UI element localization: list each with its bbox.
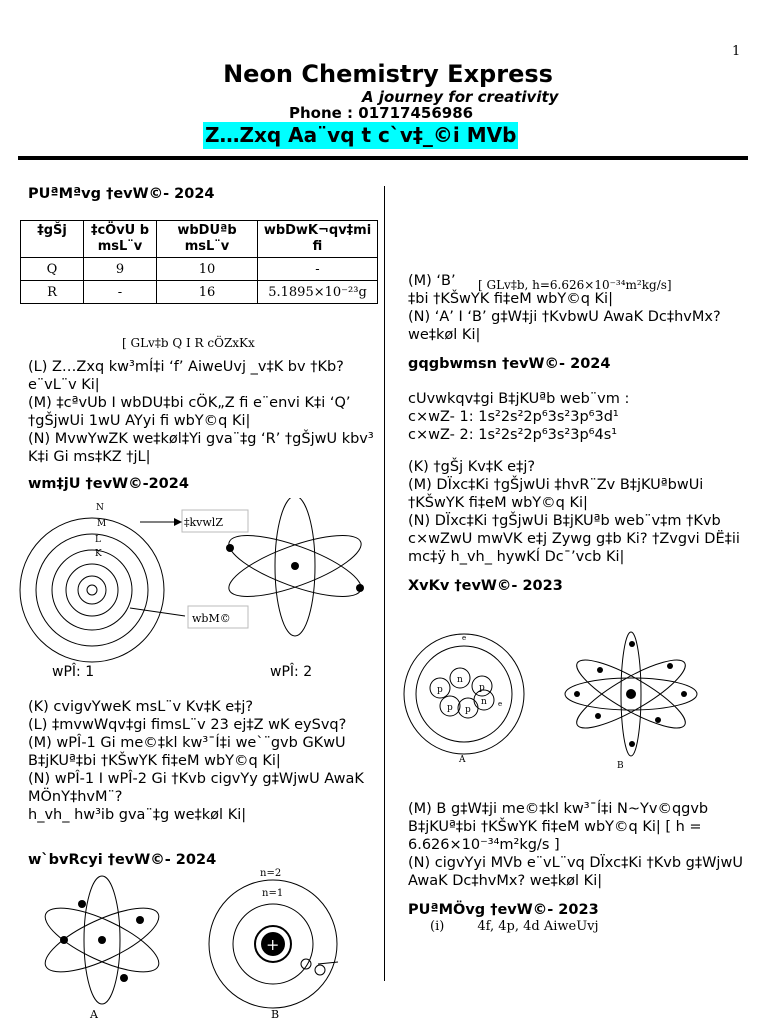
question-text: (N) cigvYyi MVb e¨vL¨vq DÏxc‡Ki †Kvb g‡WjwU AwaK Dc‡hvMx? we‡køl Ki|: [408, 855, 743, 889]
figure-caption: wPÎ: 1: [52, 664, 95, 680]
constant-note: [ GLv‡b, h=6.626×10⁻³⁴m²kg/s]: [462, 276, 688, 294]
question-block: [408, 800, 753, 890]
particle-label: e: [498, 700, 503, 708]
outer-shell: [404, 634, 524, 754]
particle-label: p: [447, 703, 453, 713]
table-header-row: [21, 221, 378, 258]
table-header-cell: wbDwK¬qv‡mi fi: [258, 221, 378, 258]
question-text: ‡bi †KŠwYK fi‡eM wbY©q Ki|: [408, 291, 613, 307]
chapter-title: Z…Zxq Aa¨vq t c`v‡_©i MVb: [205, 123, 517, 147]
section-heading: PUªMÖvg †evW©- 2023: [408, 902, 599, 918]
electron-dot: [595, 713, 601, 719]
header-rule: [18, 156, 748, 160]
table-cell: 16: [157, 281, 258, 304]
table-cell: -: [258, 258, 378, 281]
table-cell: 9: [84, 258, 157, 281]
pointer-line: [130, 608, 185, 616]
page-title: Neon Chemistry Express: [223, 60, 553, 88]
shell-label: M: [97, 519, 107, 529]
column-divider: [384, 186, 385, 981]
pointer-line: [318, 962, 338, 964]
electron-dot: [629, 641, 635, 647]
electron-dot: [597, 667, 603, 673]
config-line: c×wZ- 2: 1s²2s²2p⁶3s²3p⁶4s¹: [408, 427, 618, 443]
config-intro: cUvwkqv‡gi B‡jKUªb web¨vm :: [408, 391, 630, 407]
section-heading: w`bvRcyi †evW©- 2024: [28, 852, 217, 868]
particle-table: [20, 220, 378, 304]
electron-dot: [629, 741, 635, 747]
shell-label: n=1: [262, 888, 284, 899]
plus-icon: +: [266, 935, 280, 954]
question-block: [28, 358, 378, 466]
shell-label: K: [95, 549, 102, 559]
question-block: [408, 458, 753, 566]
table-header-cell: ‡cÖvU b msL¨v: [84, 221, 157, 258]
list-item: (i) 4f, 4p, 4d AiweUvj: [430, 919, 599, 934]
electron-dot: [655, 717, 661, 723]
shell-m: [36, 534, 148, 646]
figure-label: B: [271, 1008, 280, 1021]
question-text: (N) DÏxc‡Ki †gŠjwUi B‡jKUªb web¨v‡m †Kvb c×wZwU mwVK e‡j Zywg g‡b Ki? †Zvgvi DË‡ii mc‡ÿ h_vh_ hywKÍ Dc¯’vcb Ki|: [408, 513, 740, 565]
shell-l: [52, 550, 132, 630]
table-cell: Q: [21, 258, 84, 281]
electron-dot: [78, 900, 86, 908]
question-text: (L) Z…Zxq kw³mÍ‡i ‘f’ AiweUvj _v‡K bv †Kb? e¨vL¨v Ki|: [28, 359, 344, 393]
electron-dot: [136, 916, 144, 924]
electron-dot: [60, 936, 68, 944]
question-text: (K) cvigvYweK msL¨v Kv‡K e‡j?: [28, 699, 254, 715]
table-header-cell: wbDUªb msL¨v: [157, 221, 258, 258]
question-fragment: (M) ‘B’: [408, 273, 456, 289]
section-heading: XvKv †evW©- 2023: [408, 578, 563, 594]
table-row: [21, 258, 378, 281]
electron-dot: [356, 584, 364, 592]
particle-label: p: [437, 685, 443, 695]
phone-number: Phone : 01717456986: [289, 104, 474, 122]
question-block: [28, 698, 378, 824]
particle-label: p: [479, 683, 485, 693]
table-header-cell: ‡gŠj: [21, 221, 84, 258]
shell-label: N: [96, 503, 104, 513]
electron-dot: [681, 691, 687, 697]
table-cell: 10: [157, 258, 258, 281]
particle-label: n: [457, 675, 463, 685]
shell-label: n=2: [260, 868, 282, 879]
nucleus-dot: [291, 562, 299, 570]
electron-dot: [120, 974, 128, 982]
electron-label: ‡kvwlZ: [184, 516, 223, 529]
table-cell: R: [21, 281, 84, 304]
inner-shell: [416, 646, 512, 742]
question-text: (N) ‘A’ I ‘B’ g‡W‡ji †KvbwU AwaK Dc‡hvMx? we‡køl Ki|: [408, 309, 721, 343]
atom-figure-dhaka: [400, 628, 750, 776]
tagline: A journey for creativity: [362, 88, 559, 106]
nucleus-ring: [78, 576, 106, 604]
electron-dot: [574, 691, 580, 697]
section-heading: PUªMªvg †evW©- 2024: [28, 186, 215, 202]
question-text: (N) wPÎ-1 I wPÎ-2 Gi †Kvb cigvYy g‡WjwU AwaK MÖnY‡hvM¨?: [28, 771, 364, 805]
table-cell: 5.1895×10⁻²³g: [258, 281, 378, 304]
question-text: h_vh_ hw³ib gva¨‡g we‡køl Ki|: [28, 807, 247, 823]
section-heading: wm‡jU †evW©-2024: [28, 476, 189, 492]
arrow-head: [174, 518, 182, 526]
shell-k: [66, 564, 118, 616]
electron-ring: [301, 959, 311, 969]
question-text: (M) wPÎ-1 Gi me©‡kl kw³¯Í‡i we`¨gvb GKwU B‡jKUª‡bi †KŠwYK fi‡eM wbY©q Ki|: [28, 735, 346, 769]
question-block: [408, 290, 748, 344]
nucleus-dot: [626, 689, 636, 699]
electron-dot: [226, 544, 234, 552]
question-text: (M) ‡cªvUb I wbDU‡bi cÖK„Z fi e¨envi K‡i ‘Q’ †gŠjwUi 1wU AYyi fi wbY©q Ki|: [28, 395, 351, 429]
question-text: (M) DÏxc‡Ki †gŠjwUi ‡hvR¨Zv B‡jKUªbwUi †KŠwYK fi‡eM wbY©q Ki|: [408, 477, 704, 511]
electron-ring: [315, 965, 325, 975]
figure-label: A: [90, 1008, 98, 1021]
particle-label: e: [462, 634, 467, 642]
page-number: 1: [732, 44, 741, 59]
nucleus-label: wbM©: [192, 612, 231, 625]
nucleus-core: [87, 585, 97, 595]
figure-label: B: [617, 761, 624, 771]
question-text: (N) MvwYwZK we‡køl‡Yi gva¨‡g ‘R’ †gŠjwU kbv³ K‡i Gi ms‡KZ †jL|: [28, 431, 374, 465]
question-text: (M) B g‡W‡ji me©‡kl kw³¯Í‡i N~Yv©qgvb B‡jKUª‡bi †KŠwYK fi‡eM wbY©q Ki| [ h = 6.626×10⁻³⁴m²kg/s ]: [408, 801, 709, 853]
figure-label: A: [459, 755, 466, 765]
config-block: [408, 390, 748, 444]
atom-figure-sylhet: [10, 498, 380, 684]
shell-n: [20, 518, 164, 662]
particle-label: p: [465, 705, 471, 715]
electron-dot: [667, 663, 673, 669]
config-line: c×wZ- 1: 1s²2s²2p⁶3s²3p⁶3d¹: [408, 409, 619, 425]
figure-caption: wPÎ: 2: [270, 664, 313, 680]
particle-label: n: [481, 697, 487, 707]
section-heading: gqgbwmsn †evW©- 2024: [408, 356, 611, 372]
question-text: (L) ‡mvwWqv‡gi fimsL¨v 23 ej‡Z wK eySvq?: [28, 717, 347, 733]
table-cell: -: [84, 281, 157, 304]
table-note: [ GLv‡b Q I R cÖZxKx: [122, 336, 255, 350]
nucleus-dot: [98, 936, 106, 944]
atom-figure-dinajpur: [20, 860, 370, 1024]
table-row: [21, 281, 378, 304]
shell-label: L: [95, 535, 101, 545]
question-text: (K) †gŠj Kv‡K e‡j?: [408, 459, 536, 475]
